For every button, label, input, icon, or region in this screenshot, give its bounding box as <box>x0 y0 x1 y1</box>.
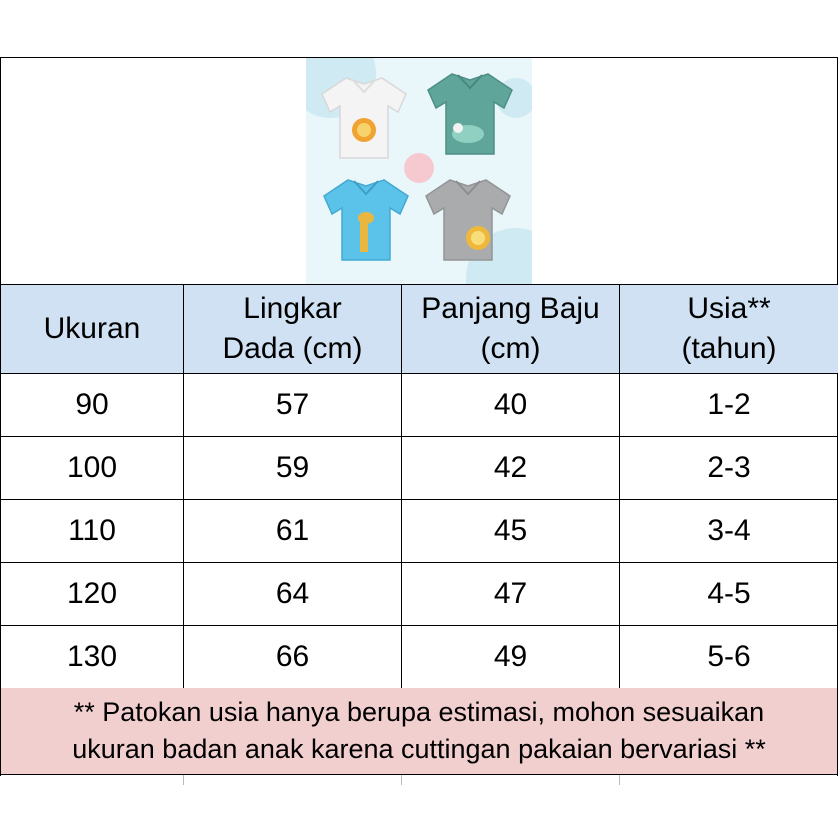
teal-polo-shirt-icon <box>424 68 516 158</box>
cell-chest: 61 <box>184 500 402 563</box>
header-chest: Lingkar Dada (cm) <box>184 285 402 374</box>
cell-length: 42 <box>402 437 620 500</box>
cell-length: 47 <box>402 563 620 626</box>
product-photo <box>306 58 532 284</box>
cell-age: 4-5 <box>620 563 838 626</box>
note-line-1: ** Patokan usia hanya berupa estimasi, mohon sesuaikan <box>73 697 765 727</box>
cell-chest: 64 <box>184 563 402 626</box>
cell-size: 90 <box>1 374 184 437</box>
cell-age: 3-4 <box>620 500 838 563</box>
cell-length: 49 <box>402 626 620 689</box>
table-row <box>1 563 838 626</box>
table-header-row <box>1 285 838 374</box>
divider <box>401 775 402 785</box>
gray-polo-shirt-icon <box>422 174 514 264</box>
cell-chest: 59 <box>184 437 402 500</box>
cell-size: 110 <box>1 500 184 563</box>
size-table <box>0 284 838 689</box>
header-size: Ukuran <box>1 285 184 374</box>
blue-polo-shirt-icon <box>320 174 412 264</box>
age-disclaimer-note <box>0 688 838 775</box>
cell-size: 120 <box>1 563 184 626</box>
cell-age: 5-6 <box>620 626 838 689</box>
cell-length: 40 <box>402 374 620 437</box>
note-line-2: ukuran badan anak karena cuttingan pakaian bervariasi ** <box>72 734 766 764</box>
cell-chest: 57 <box>184 374 402 437</box>
table-row <box>1 374 838 437</box>
cell-size: 130 <box>1 626 184 689</box>
brand-logo-icon <box>404 153 434 183</box>
header-age: Usia** (tahun) <box>620 285 838 374</box>
table-row <box>1 500 838 563</box>
divider <box>183 775 184 785</box>
cell-chest: 66 <box>184 626 402 689</box>
cell-age: 2-3 <box>620 437 838 500</box>
cell-size: 100 <box>1 437 184 500</box>
cell-length: 45 <box>402 500 620 563</box>
divider <box>619 775 620 785</box>
cell-age: 1-2 <box>620 374 838 437</box>
table-row <box>1 437 838 500</box>
white-polo-shirt-icon <box>318 72 410 162</box>
table-row <box>1 626 838 689</box>
header-length: Panjang Baju (cm) <box>402 285 620 374</box>
